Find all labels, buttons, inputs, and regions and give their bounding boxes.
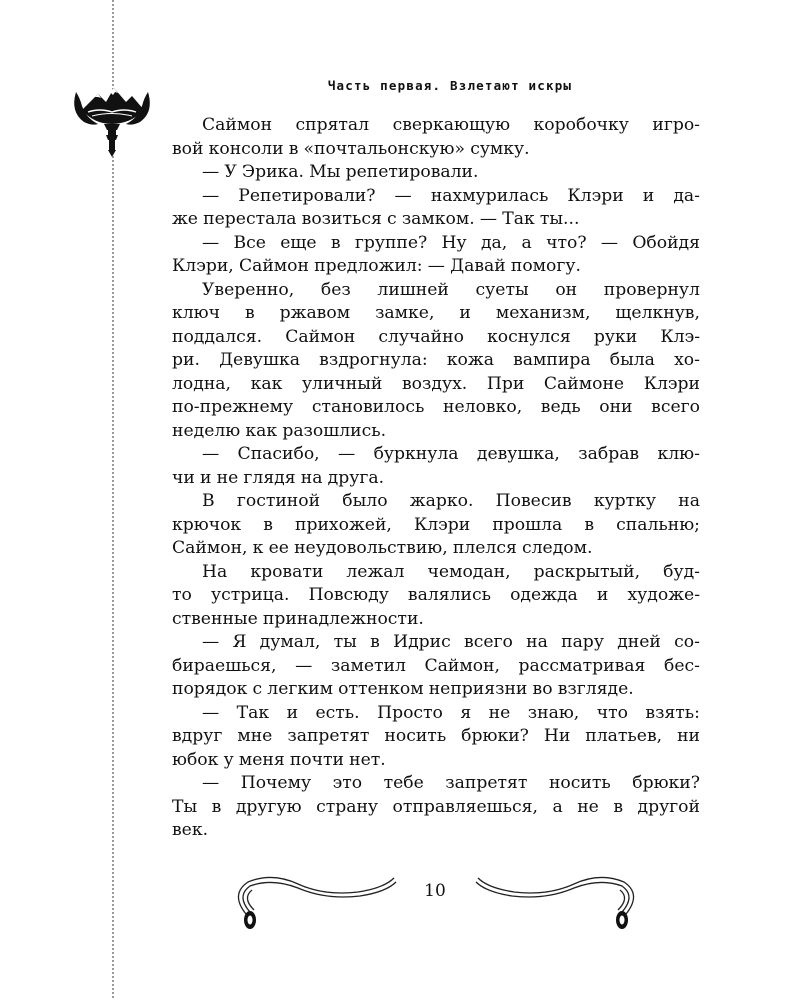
word: носить [548, 773, 611, 793]
word: Повсюду [308, 585, 389, 605]
word: кровати [250, 561, 324, 582]
text-line [172, 161, 700, 185]
word: лишней [377, 279, 449, 300]
text-line [172, 467, 700, 491]
word: уличный [301, 373, 383, 394]
word: вампира [513, 350, 591, 370]
word: руки [593, 326, 638, 347]
word: лежал [346, 561, 405, 582]
word: дней [617, 632, 661, 652]
text-line [172, 796, 700, 820]
word: — [394, 185, 412, 206]
word: рассматривая [518, 655, 646, 676]
word: замком. [401, 209, 475, 229]
text-line [172, 420, 700, 444]
word: Клэри [643, 373, 700, 394]
word: как [250, 373, 283, 394]
word: консоли [208, 138, 284, 159]
word: провернул [603, 279, 700, 300]
word: ключ [172, 303, 220, 323]
word: на [526, 632, 548, 652]
word: как [245, 420, 278, 441]
word: нахмурилась [430, 185, 549, 206]
word: нет. [349, 749, 386, 770]
word: — [479, 209, 498, 229]
word: оттенком [338, 679, 424, 699]
word: поддался. [172, 326, 263, 347]
word: в [584, 514, 595, 535]
word: же [172, 209, 198, 229]
word: Спасибо, [237, 444, 320, 464]
word: спрятал [295, 115, 370, 135]
word: Саймон [238, 256, 309, 276]
word: Репетировали? [238, 185, 376, 206]
word: Все [233, 232, 266, 253]
word: буркнула [373, 444, 459, 464]
word: ты... [539, 209, 580, 229]
word: Повесив [495, 491, 572, 511]
body-text [172, 114, 700, 843]
word: прихожей, [295, 514, 392, 535]
word: принадлежности. [262, 608, 424, 629]
word: было [342, 491, 388, 511]
word: ты [333, 632, 357, 652]
word: со- [674, 632, 700, 652]
word: Клэри, [172, 256, 234, 276]
text-line [172, 232, 700, 256]
word: во [532, 679, 553, 699]
word: — [202, 444, 220, 464]
word: всего [464, 632, 513, 652]
word: Клэри [413, 514, 471, 535]
word: Ну [441, 232, 467, 253]
word: вздрогнула: [319, 350, 428, 370]
word: и [286, 702, 299, 723]
word: хо- [674, 350, 700, 370]
word: воздух. [401, 373, 468, 394]
text-line [172, 373, 700, 397]
word: вой [172, 138, 204, 159]
word: — [202, 185, 220, 206]
word: век. [172, 820, 209, 840]
word: Обойдя [632, 232, 700, 253]
text-line [172, 537, 700, 561]
word: Клэ- [660, 326, 700, 347]
word: не [216, 467, 239, 488]
word: еще [280, 232, 317, 253]
text-line [172, 326, 700, 350]
word: — [295, 655, 313, 676]
word: ржавом [279, 303, 351, 323]
word: он [555, 279, 578, 300]
word: другую [235, 796, 302, 817]
word: чи [172, 467, 195, 488]
text-line [172, 749, 700, 773]
word: и [596, 585, 609, 605]
word: а [552, 796, 563, 817]
word: в [288, 138, 299, 159]
word: девушка, [476, 444, 560, 464]
word: Саймон, [424, 655, 500, 676]
word: Саймоне [543, 373, 625, 394]
word: это [332, 773, 363, 793]
word: платьев, [585, 726, 663, 746]
word: Эрика. [241, 162, 304, 182]
word: Просто [377, 702, 443, 723]
word: лодна, [172, 373, 232, 394]
word: в [263, 514, 273, 535]
word: Саймон [202, 115, 273, 135]
word: — [202, 773, 220, 793]
word: тебе [383, 773, 424, 793]
word: страну [316, 796, 379, 817]
word: что [596, 702, 628, 723]
word: следом. [521, 538, 593, 558]
mountain-crest-icon [70, 80, 154, 158]
word: взгляде. [557, 679, 634, 699]
word: в [370, 632, 380, 652]
word: крючок [172, 514, 242, 535]
text-line [172, 631, 700, 655]
word: я [460, 702, 472, 723]
word: неловко, [443, 397, 523, 417]
word: «почтальонскую» [303, 138, 466, 159]
word: что? [546, 232, 587, 253]
word: ственные [172, 608, 258, 629]
text-line [172, 279, 700, 303]
word: ни [677, 726, 700, 746]
word: не [488, 702, 511, 723]
word: почти [289, 749, 344, 770]
word: юбок [172, 749, 219, 770]
text-line [172, 608, 700, 632]
left-swirl-icon [238, 877, 396, 914]
word: Уверенно, [202, 279, 295, 300]
word: брюки? [632, 773, 700, 793]
word: перестала [203, 209, 297, 229]
word: плелся [452, 538, 517, 558]
text-line [172, 561, 700, 585]
text-line [172, 725, 700, 749]
word: сверкающую [392, 115, 511, 135]
word: на [678, 491, 700, 511]
word: отправляешься, [392, 796, 538, 817]
word: в [244, 303, 255, 323]
text-line [172, 584, 700, 608]
word: Идрис [393, 632, 451, 652]
word: — [202, 232, 220, 253]
word: Ты [172, 796, 198, 817]
word: Мы [309, 162, 341, 182]
word: запретят [287, 726, 370, 746]
word: разошлись. [282, 420, 387, 441]
word: без [320, 279, 351, 300]
word: жарко. [409, 491, 474, 511]
text-line [172, 396, 700, 420]
word: репетировали. [345, 162, 479, 182]
word: щелкнув, [615, 303, 700, 323]
text-line [172, 138, 700, 162]
word: Саймон, [172, 538, 248, 558]
word: На [202, 561, 228, 582]
word: Саймон [285, 326, 356, 347]
word: — [600, 232, 619, 253]
word: игро- [652, 115, 700, 135]
word: механизм, [495, 303, 591, 323]
word: глядя [243, 467, 296, 488]
text-line [172, 114, 700, 138]
word: взять: [645, 702, 700, 723]
word: есть. [315, 702, 360, 723]
text-line [172, 208, 700, 232]
word: то [172, 585, 192, 605]
word: коробочку [533, 115, 629, 135]
word: становилось [311, 397, 425, 417]
text-line [172, 349, 700, 373]
word: брюки? [461, 726, 529, 746]
text-line [172, 255, 700, 279]
text-line [172, 443, 700, 467]
word: и [199, 467, 212, 488]
word: а [521, 232, 532, 253]
word: возиться [301, 209, 382, 229]
word: У [224, 162, 237, 182]
word: чемодан, [427, 561, 511, 582]
word: сумку. [470, 138, 530, 159]
text-line [172, 702, 700, 726]
text-line [172, 490, 700, 514]
word: Так [236, 702, 270, 723]
word: друга. [327, 467, 385, 488]
word: другой [637, 796, 700, 817]
word: — [202, 702, 220, 723]
word: устрица. [210, 585, 290, 605]
word: с [252, 679, 263, 699]
word: ее [268, 538, 289, 558]
word: у [223, 749, 234, 770]
word: При [486, 373, 525, 394]
word: одежда [510, 585, 578, 605]
text-line [172, 185, 700, 209]
word: — [427, 256, 445, 276]
word: пару [561, 632, 604, 652]
word: Почему [240, 773, 312, 793]
word: была [609, 350, 655, 370]
page-number: 10 [424, 881, 446, 901]
word: раскрытый, [533, 561, 641, 582]
word: да- [673, 185, 700, 206]
text-line [172, 655, 700, 679]
word: клю- [657, 444, 700, 464]
word: суеты [475, 279, 529, 300]
word: носить [384, 726, 447, 746]
word: случайно [378, 326, 464, 347]
word: Давай [450, 256, 506, 276]
word: Так [502, 209, 535, 229]
word: куртку [593, 491, 657, 511]
word: замке, [375, 303, 435, 323]
word: и [642, 185, 655, 206]
running-head: Часть первая. Взлетают искры [327, 78, 573, 93]
word: — [338, 444, 356, 464]
word: помогу. [510, 256, 581, 276]
text-line [172, 678, 700, 702]
word: в [613, 796, 623, 817]
word: ри. [172, 350, 200, 370]
word: коснулся [487, 326, 571, 347]
word: да, [480, 232, 508, 253]
word: неудовольствию, [294, 538, 448, 558]
word: гостиной [236, 491, 321, 511]
word: к [252, 538, 264, 558]
word: бираешься, [172, 655, 277, 676]
word: мне [237, 726, 273, 746]
word: они [599, 397, 633, 417]
word: В [202, 491, 215, 511]
word: Ни [543, 726, 571, 746]
word: по-прежнему [172, 397, 294, 417]
word: — [202, 162, 220, 182]
word: порядок [172, 679, 248, 699]
word: знаю, [527, 702, 580, 723]
word: предложил: [314, 256, 423, 276]
word: бес- [663, 655, 700, 676]
word: всего [651, 397, 700, 417]
text-line [172, 514, 700, 538]
text-line [172, 819, 700, 843]
word: Я [232, 632, 247, 652]
word: запретят [445, 773, 528, 793]
word: ведь [540, 397, 581, 417]
footer-swirl-ornament [228, 868, 644, 938]
text-line [172, 772, 700, 796]
word: забрав [578, 444, 640, 464]
word: и [459, 303, 471, 323]
word: думал, [259, 632, 321, 652]
word: Клэри [567, 185, 624, 206]
word: Девушка [219, 350, 300, 370]
word: буд- [663, 561, 700, 582]
word: на [300, 467, 323, 488]
word: спальню; [616, 514, 700, 535]
word: вдруг [172, 726, 223, 746]
word: меня [238, 749, 285, 770]
word: прошла [492, 514, 563, 535]
word: в [211, 796, 222, 817]
word: неприязни [428, 679, 528, 699]
word: художе- [627, 585, 700, 605]
word: легким [267, 679, 333, 699]
word: — [202, 632, 220, 652]
word: кожа [446, 350, 494, 370]
word: неделю [172, 420, 241, 441]
word: не [577, 796, 599, 817]
word: в [330, 232, 341, 253]
word: группе? [354, 232, 428, 253]
word: с [387, 209, 397, 229]
right-swirl-icon [476, 877, 634, 914]
text-line [172, 302, 700, 326]
word: заметил [330, 655, 406, 676]
word: валялись [407, 585, 491, 605]
